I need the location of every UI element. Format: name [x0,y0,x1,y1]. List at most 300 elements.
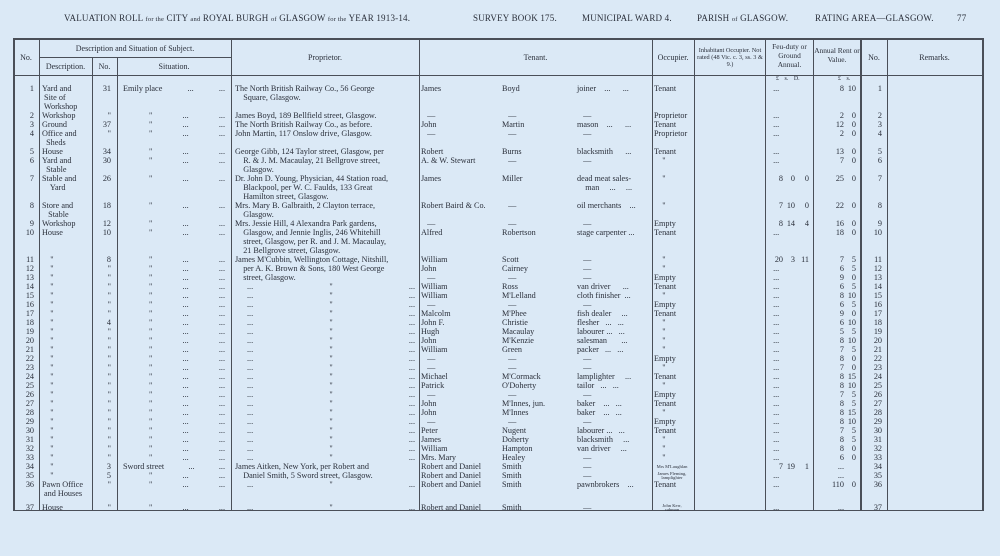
situation-part: " [149,426,153,435]
proprietor-part: " [329,345,333,354]
occupier: Proprietor [654,129,688,138]
feu-pounds: ... [773,399,780,408]
feu-pounds: 7 [778,201,783,210]
feu-pence [796,417,809,426]
situation [117,111,231,120]
remarks [887,147,982,156]
feu-pounds: ... [773,408,780,417]
proprietor-text: James M'Cubbin, Wellington Cottage, Nitshill, per A. K. Brown & Sons, 180 West George street, Glasgow. [235,255,389,282]
rating-area: RATING AREA—GLASGOW. [815,13,934,23]
remarks [887,129,982,147]
tenant-first-name: — [421,219,436,228]
row-number-right: 4 [877,129,882,138]
header-tenant: Tenant. [523,53,548,62]
tenant-surname: — [502,363,517,372]
inhabitant-occupier [694,300,765,309]
inhabitant-occupier [694,345,765,354]
proprietor [231,156,419,174]
street-number: 18 [102,201,111,210]
remarks [887,120,982,129]
proprietor-part: " [329,503,333,512]
annual-rent [813,282,860,291]
row-number: 20 [25,336,34,345]
proprietor-part: ... [247,435,254,444]
remarks [887,327,982,336]
occupier: Tenant [654,309,677,318]
rent-shillings: 0 [851,273,856,282]
situation [117,444,231,453]
rent-pounds: ... [837,503,844,512]
tenant-surname: M'Kenzie [502,336,534,345]
row-number-right: 26 [873,390,882,399]
proprietor [231,264,419,273]
feu-pence: 0 [804,201,809,210]
rent-shillings: 0 [851,219,856,228]
annual-rent [813,327,860,336]
situation-part: ... [218,444,225,453]
situation-part: ... [182,408,189,417]
row-number-right: 3 [877,120,882,129]
row-number-right: 29 [873,417,882,426]
situation-part: ... [182,282,189,291]
proprietor-part: ... [247,363,254,372]
rent-pounds: 8 [839,84,844,93]
row-number-right: 17 [873,309,882,318]
rent-shillings: 5 [851,264,856,273]
situation-part: ... [218,381,225,390]
row-number-right: 9 [877,219,882,228]
proprietor [231,174,419,201]
remarks [887,435,982,444]
situation-part: " [149,453,153,462]
description: Workshop [42,219,76,228]
occupier: Tenant [654,147,677,156]
description: " [42,381,54,390]
feu-pounds: ... [773,503,780,512]
situation-part: " [149,255,153,264]
occupier: " [654,444,666,453]
situation-part: ... [218,291,225,300]
feu-pence [796,327,809,336]
row-number: 13 [25,273,34,282]
street-number: 12 [102,219,111,228]
situation-part: " [149,390,153,399]
feu-pence [796,480,809,498]
tenant-surname: Boyd [502,84,520,93]
feu-duty [765,390,813,399]
proprietor-part: ... [247,318,254,327]
rent-pounds: 6 [839,300,844,309]
feu-pounds: ... [773,372,780,381]
proprietor-part: " [329,336,333,345]
proprietor [231,147,419,174]
tenant-first-name: — [421,273,436,282]
proprietor-part: ... [247,345,254,354]
proprietor [231,129,419,147]
situation-part: " [149,372,153,381]
feu-pounds: ... [773,273,780,282]
description: " [42,435,54,444]
tenant-first-name: Alfred [421,228,443,237]
description: House [42,147,63,156]
feu-duty [765,84,813,111]
description: " [42,390,54,399]
table-row [13,264,982,273]
situation-part: ... [182,453,189,462]
description: " [42,300,54,309]
rent-pounds: ... [837,471,844,480]
proprietor-part: ... [408,336,415,345]
description: " [42,264,54,273]
inhabitant-occupier [694,327,765,336]
occupier: Tenant [654,228,677,237]
table-row [13,390,982,399]
feu-duty [765,120,813,129]
page-title: VALUATION ROLL for the CITY and ROYAL BURGH of GLASGOW for the YEAR 1913-14. [64,13,411,23]
feu-pence [796,471,809,480]
proprietor-part: " [329,453,333,462]
situation-part: ... [218,111,225,120]
feu-pence [796,390,809,399]
feu-shillings [785,318,796,327]
tenant-occupation: — [577,471,592,480]
situation [117,435,231,444]
rent-pounds: 8 [839,444,844,453]
situation-part: ... [182,120,189,129]
street-number: " [107,111,111,120]
description: " [42,273,54,282]
row-number-right: 34 [873,462,882,471]
proprietor [231,327,419,336]
situation-part: ... [182,503,189,512]
rent-pounds: 8 [839,435,844,444]
situation-part: " [149,435,153,444]
street-number: " [107,363,111,372]
proprietor-part: ... [408,444,415,453]
proprietor-part: " [329,390,333,399]
feu-pence [796,503,809,512]
description: " [42,255,54,264]
table-row [13,300,982,309]
feu-pence [796,399,809,408]
feu-pence: 1 [804,462,809,471]
rent-shillings: 10 [847,84,856,93]
street-number: " [107,264,111,273]
proprietor-part: ... [408,453,415,462]
situation-part: " [149,201,153,210]
table-row [13,327,982,336]
situation-part: ... [218,309,225,318]
situation-part: ... [218,273,225,282]
row-number: 30 [25,426,34,435]
tenant-surname: — [502,219,517,228]
tenant-occupation: — [577,273,592,282]
remarks [887,363,982,372]
row-number-right: 10 [873,228,882,237]
description: " [42,471,54,480]
row-number: 25 [25,381,34,390]
annual-rent [813,300,860,309]
remarks [887,390,982,399]
tenant-surname: Scott [502,255,519,264]
proprietor [231,462,419,480]
proprietor-text: John Martin, 117 Onslow drive, Glasgow. [235,129,372,138]
rent-shillings: 0 [851,174,856,183]
situation-part: ... [182,201,189,210]
feu-duty [765,318,813,327]
situation [117,282,231,291]
situation-part: ... [182,264,189,273]
street-number: " [107,480,111,489]
situation-part: ... [218,147,225,156]
situation [117,408,231,417]
feu-pounds: ... [773,453,780,462]
row-number: 8 [29,201,34,210]
proprietor-part: " [329,399,333,408]
proprietor [231,309,419,318]
situation [117,300,231,309]
tenant-surname: — [502,354,517,363]
rent-shillings: 0 [851,453,856,462]
rent-pounds: 7 [839,156,844,165]
description: Pawn Office and Houses [42,480,84,498]
inhabitant-occupier [694,111,765,120]
situation-part: Sword street [123,462,165,471]
table-row [13,345,982,354]
proprietor-part: ... [247,309,254,318]
feu-shillings [785,327,796,336]
feu-duty [765,300,813,309]
inhabitant-occupier [694,426,765,435]
proprietor-part: ... [408,300,415,309]
feu-shillings [785,111,796,120]
rent-pounds: 22 [835,201,844,210]
feu-duty [765,219,813,228]
feu-pounds: ... [773,282,780,291]
tenant-occupation: — [577,219,592,228]
tenant-first-name: John [421,336,437,345]
annual-rent [813,381,860,390]
occupier: " [654,435,666,444]
street-number: " [107,417,111,426]
street-number: " [107,327,111,336]
feu-duty [765,147,813,156]
rent-shillings: 5 [851,300,856,309]
description: House [42,228,63,237]
remarks [887,354,982,363]
situation-part: " [149,354,153,363]
feu-pounds: ... [773,435,780,444]
rent-pounds: 9 [839,309,844,318]
annual-rent [813,399,860,408]
table-row [13,453,982,462]
tenant-surname: — [502,390,517,399]
situation-part: ... [182,273,189,282]
feu-duty [765,462,813,471]
row-number-right: 32 [873,444,882,453]
annual-rent [813,264,860,273]
rent-shillings: 10 [847,291,856,300]
situation-part: " [149,327,153,336]
tenant-first-name: — [421,111,436,120]
proprietor [231,444,419,453]
proprietor-part: ... [247,282,254,291]
annual-rent [813,435,860,444]
proprietor-part: " [329,318,333,327]
occupier: " [654,408,666,417]
valuation-table-body [13,84,982,512]
remarks [887,273,982,282]
header-feu-duty: Feu-duty or Ground Annual. [772,41,807,69]
proprietor-part: " [329,363,333,372]
remarks [887,372,982,381]
row-number: 24 [25,372,34,381]
feu-shillings [785,147,796,156]
row-number: 14 [25,282,34,291]
row-number-right: 14 [873,282,882,291]
proprietor-part: ... [247,372,254,381]
feu-pounds: ... [773,156,780,165]
tenant-occupation: baker ... ... [577,399,622,408]
street-number: " [107,408,111,417]
feu-pounds: ... [773,363,780,372]
description: " [42,399,54,408]
situation [117,503,231,512]
row-number: 37 [25,503,34,512]
occupier: " [654,201,666,210]
description: " [42,444,54,453]
situation-part: ... [182,174,189,183]
proprietor-part: ... [408,327,415,336]
header-description-group: Description and Situation of Subject. [75,44,195,53]
header-no: No. [20,53,32,62]
rent-pounds: 7 [839,255,844,264]
feu-pence [796,426,809,435]
inhabitant-occupier [694,336,765,345]
description: House [42,503,63,512]
proprietor [231,345,419,354]
feu-pence: 11 [801,255,809,264]
tenant-first-name: William [421,282,448,291]
situation [117,318,231,327]
situation [117,336,231,345]
annual-rent [813,462,860,471]
street-number: " [107,345,111,354]
header-inhabitant-occupier: Inhabitant Occupier. Not rated (48 Vic. c. 3, ss. 3 & 9.) [697,47,763,68]
feu-pence [796,111,809,120]
municipal-ward: MUNICIPAL WARD 4. [582,13,672,23]
rent-shillings: 5 [851,390,856,399]
annual-rent [813,372,860,381]
feu-pence [796,318,809,327]
situation-part: ... [218,399,225,408]
street-number: 5 [106,471,111,480]
situation-part: " [149,318,153,327]
feu-shillings: 0 [790,174,795,183]
inhabitant-occupier [694,120,765,129]
situation [117,129,231,147]
tenant-occupation: — [577,503,592,512]
tenant-surname: Christie [502,318,528,327]
tenant-surname: Ross [502,282,518,291]
header-remarks: Remarks. [919,53,950,62]
situation [117,354,231,363]
tenant-occupation: — [577,156,592,165]
proprietor [231,300,419,309]
situation-part: ... [218,408,225,417]
feu-shillings: 10 [786,201,795,210]
header-occupier: Occupier. [657,53,689,62]
feu-shillings [785,300,796,309]
street-number: " [107,291,111,300]
feu-pounds: ... [773,381,780,390]
row-number: 9 [29,219,34,228]
table-row [13,372,982,381]
occupier: Tenant [654,372,677,381]
inhabitant-occupier [694,444,765,453]
rent-shillings: 15 [847,408,856,417]
tenant-first-name: Hugh [421,327,440,336]
proprietor [231,318,419,327]
tenant-first-name: William [421,345,448,354]
situation-part: " [149,219,153,228]
proprietor-part: " [329,408,333,417]
table-row [13,282,982,291]
header-no-2: No. [868,53,880,62]
inhabitant-occupier [694,129,765,147]
occupier: Tenant [654,84,677,93]
feu-pounds: 8 [778,174,783,183]
rent-pounds: 13 [835,147,844,156]
remarks [887,408,982,417]
occupier: " [654,453,666,462]
feu-pence [796,129,809,147]
situation-part: ... [182,336,189,345]
row-number: 23 [25,363,34,372]
rent-pounds: 7 [839,363,844,372]
tenant-surname: — [502,156,517,165]
feu-duty [765,327,813,336]
remarks [887,219,982,228]
rent-pounds: 8 [839,399,844,408]
tenant-occupation: flesher ... ... [577,318,624,327]
rent-pounds: 25 [835,174,844,183]
row-number: 1 [29,84,34,93]
remarks [887,228,982,255]
street-number: " [107,273,111,282]
feu-duty [765,264,813,273]
tenant-occupation: fish dealer ... [577,309,628,318]
tenant-surname: — [502,201,517,210]
remarks [887,503,982,512]
situation [117,228,231,255]
header-number: No. [98,62,111,71]
feu-pounds: ... [773,318,780,327]
tenant-first-name: Robert and Daniel [421,471,482,480]
proprietor-part: ... [247,327,254,336]
situation [117,363,231,372]
tenant-occupation: labourer ... ... [577,426,625,435]
proprietor-part: ... [408,291,415,300]
description: " [42,363,54,372]
proprietor-part: ... [247,444,254,453]
feu-shillings [785,354,796,363]
annual-rent [813,219,860,228]
feu-pounds: ... [773,291,780,300]
proprietor [231,426,419,435]
proprietor-part: ... [408,363,415,372]
feu-units: £ s. D. [776,76,800,82]
